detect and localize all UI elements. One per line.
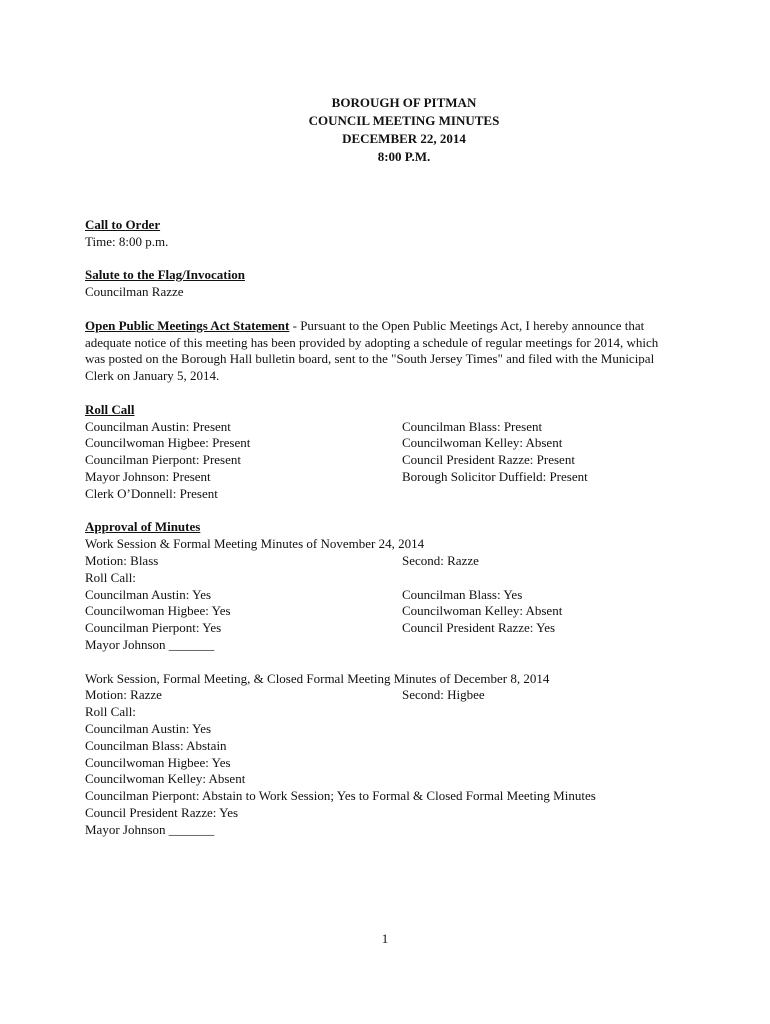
roll-call-row <box>85 452 705 469</box>
section-approval-of-minutes <box>85 519 705 653</box>
section-approval-item2 <box>85 671 705 839</box>
roll-call-row <box>85 469 705 486</box>
roll-call-row <box>85 486 705 503</box>
approval-item2-title: Work Session, Formal Meeting, & Closed Formal Meeting Minutes of December 8, 2014 <box>85 670 550 686</box>
header-time: 8:00 P.M. <box>377 149 431 164</box>
page-number: 1 <box>381 931 389 946</box>
roll-call-right <box>402 486 705 503</box>
approval-item1-vote-left: Councilwoman Higbee: Yes <box>85 603 231 619</box>
approval-item2-vote: Council President Razze: Yes <box>85 804 239 820</box>
roll-call-left: Councilman Austin: Present <box>85 418 231 434</box>
approval-item2-vote: Councilman Blass: Abstain <box>85 737 227 753</box>
approval-heading: Approval of Minutes <box>85 519 201 535</box>
opma-first-line <box>85 318 705 335</box>
section-salute <box>85 267 705 301</box>
opma-text-3: was posted on the Borough Hall bulletin board, sent to the "South Jersey Times" and filed with the Municipal <box>85 351 655 367</box>
approval-item2-motion: Motion: Razze <box>85 687 162 703</box>
opma-text-2: adequate notice of this meeting has been provided by adopting a schedule of regular meetings for 2014, which <box>85 334 659 350</box>
roll-call-right: Council President Razze: Present <box>402 452 575 468</box>
approval-item1-motion-row <box>85 553 705 570</box>
roll-call-left: Councilman Pierpont: Present <box>85 452 241 468</box>
roll-call-right: Borough Solicitor Duffield: Present <box>402 468 588 484</box>
approval-item2-vote: Councilwoman Higbee: Yes <box>85 754 231 770</box>
approval-item1-motion: Motion: Blass <box>85 552 159 568</box>
header-title: COUNCIL MEETING MINUTES <box>308 113 500 128</box>
page-number-footer <box>0 931 770 948</box>
opma-heading: Open Public Meetings Act Statement <box>85 317 290 333</box>
salute-person: Councilman Razze <box>85 284 184 300</box>
approval-item1-vote-row <box>85 620 705 637</box>
approval-item1-mayor: Mayor Johnson _______ <box>85 636 215 652</box>
approval-item2-vote: Councilwoman Kelley: Absent <box>85 771 246 787</box>
section-opma <box>85 318 705 385</box>
salute-heading: Salute to the Flag/Invocation <box>85 267 245 283</box>
roll-call-left: Clerk O’Donnell: Present <box>85 485 218 501</box>
approval-item2-mayor: Mayor Johnson _______ <box>85 821 215 837</box>
call-to-order-time: Time: 8:00 p.m. <box>85 233 169 249</box>
approval-item2-roll-label: Roll Call: <box>85 704 136 720</box>
approval-item1-roll-label: Roll Call: <box>85 569 136 585</box>
opma-text-4: Clerk on January 5, 2014. <box>85 368 220 384</box>
header-borough: BOROUGH OF PITMAN <box>331 95 477 110</box>
roll-call-left: Mayor Johnson: Present <box>85 468 211 484</box>
document-body <box>85 217 705 855</box>
approval-item1-vote-right: Councilman Blass: Yes <box>402 586 523 602</box>
call-to-order-heading: Call to Order <box>85 217 161 232</box>
roll-call-row <box>85 435 705 452</box>
approval-item2-vote: Councilman Austin: Yes <box>85 720 212 736</box>
roll-call-right: Councilwoman Kelley: Absent <box>402 435 563 451</box>
opma-text-1: - Pursuant to the Open Public Meetings Act, I hereby announce that <box>289 317 645 333</box>
header-date: DECEMBER 22, 2014 <box>342 131 466 146</box>
approval-item1-second: Second: Razze <box>402 552 479 568</box>
roll-call-left: Councilwoman Higbee: Present <box>85 435 251 451</box>
approval-item1-title: Work Session & Formal Meeting Minutes of November 24, 2014 <box>85 536 425 552</box>
approval-item1-vote-right: Councilwoman Kelley: Absent <box>402 603 563 619</box>
roll-call-row <box>85 419 705 436</box>
approval-item1-vote-row <box>85 587 705 604</box>
approval-item1-vote-right: Council President Razze: Yes <box>402 620 556 636</box>
roll-call-heading: Roll Call <box>85 401 135 417</box>
approval-item2-second: Second: Higbee <box>402 687 485 703</box>
approval-item1-vote-left: Councilman Pierpont: Yes <box>85 620 222 636</box>
section-roll-call <box>85 402 705 503</box>
document-header <box>0 94 770 166</box>
approval-item2-motion-row <box>85 687 705 704</box>
approval-item2-vote: Councilman Pierpont: Abstain to Work Session; Yes to Formal & Closed Formal Meeting Minutes <box>85 788 596 804</box>
section-call-to-order <box>85 217 705 251</box>
roll-call-right: Councilman Blass: Present <box>402 418 543 434</box>
approval-item1-vote-left: Councilman Austin: Yes <box>85 586 212 602</box>
approval-item1-vote-row <box>85 603 705 620</box>
